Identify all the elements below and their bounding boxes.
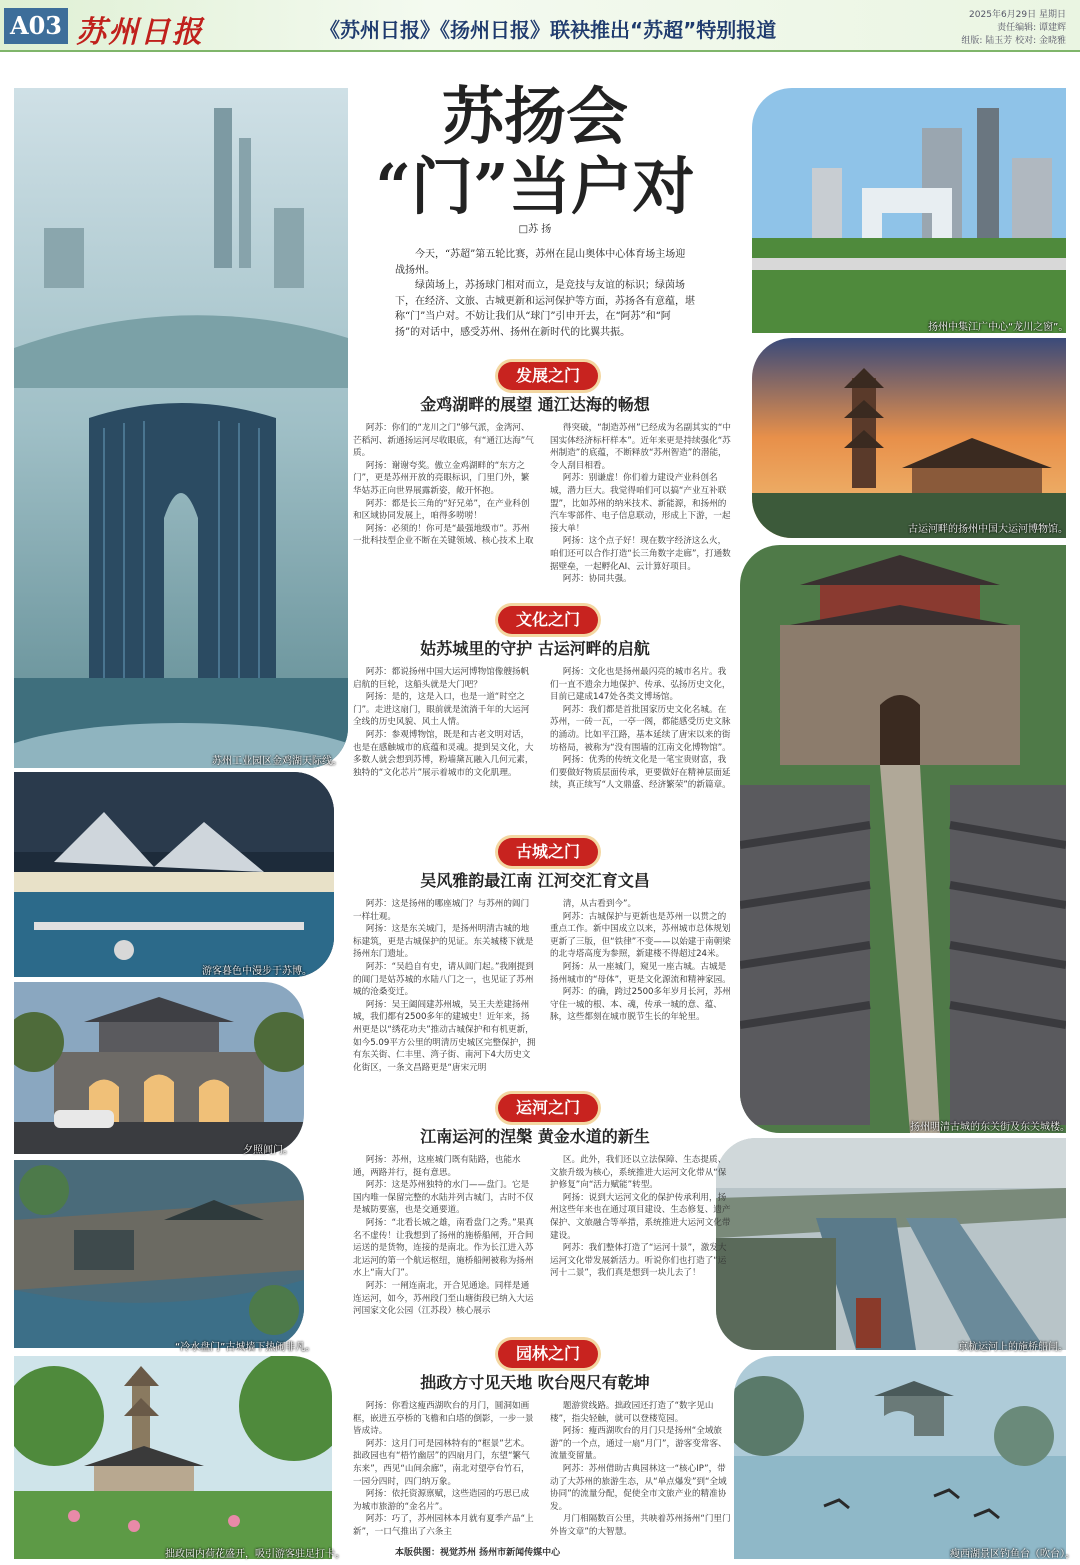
masthead bbox=[0, 0, 1080, 52]
section-tag-old-city: 古城之门 bbox=[498, 838, 598, 866]
paragraph: 阿苏：这是苏州独特的水门——盘门。它是国内唯一保留完整的水陆并列古城门，古时不仅是城防要塞，也是交通要道。 bbox=[353, 1180, 534, 1216]
paragraph: 阿苏：别谦虚！你们着力建设产业科创名城，潜力巨大。我觉得咱们可以搞“产业互补联盟”，比如苏州的纳米技术、新能源，和扬州的汽车零部件、电子信息联动，形成上下游，一起接大单！ bbox=[550, 473, 731, 534]
paragraph: 阿扬：是的，这是入口，也是一道“时空之门”。走进这扇门，眼前就是流淌千年的大运河全线的历史风貌、风土人情。 bbox=[353, 692, 530, 728]
paragraph: 阿苏：都是长三角的“好兄弟”，在产业科创和区域协同发展上，咱得多唠唠！ bbox=[353, 498, 530, 522]
photo-dongguan bbox=[740, 545, 1066, 1133]
section-column bbox=[353, 1154, 536, 1326]
paragraph: 阿苏：苏州借助古典园林这一“核心IP”，带动了大苏州的旅游生态，从“单点爆发”到“全域协同”的流量分配，促使全市文旅产业的精准协发。 bbox=[550, 1463, 727, 1512]
paragraph: 阿扬：这个点子好！现在数字经济这么火，咱们还可以合作打造“长三角数字走廊”，打通数据壁垒，一起孵化AI、云计算好项目。 bbox=[550, 536, 731, 572]
photo-longchuan-image bbox=[752, 88, 1069, 333]
paragraph: 阿苏：这是扬州的哪座城门？与苏州的阊门一样壮观。 bbox=[353, 899, 530, 922]
section-column bbox=[353, 666, 536, 826]
lead-paragraph: 今天，“苏超”第五轮比赛，苏州在昆山奥体中心体育场主场迎战扬州。 bbox=[395, 249, 686, 276]
article-title-line1: 苏扬会 bbox=[441, 80, 628, 153]
caption-changmen: 夕照阊门。 bbox=[243, 1145, 293, 1156]
paragraph: 阿扬：你看这瘦西湖吹台的月门，圆洞如画框，嵌进五亭桥的飞檐和白塔的倒影，一步一景皆成诗。 bbox=[353, 1401, 534, 1437]
section-tag-development: 发展之门 bbox=[498, 362, 598, 390]
section-heading-canal: 江南运河的涅槃 黄金水道的新生 bbox=[420, 1127, 650, 1146]
section-column bbox=[353, 422, 536, 598]
paragraph: 区。此外，我们还以立法保障、生态提质、文旅升级为核心，系统推进大运河文化带从“保护修复”向“活力赋能”转型。 bbox=[550, 1155, 727, 1191]
header-meta bbox=[961, 9, 1066, 48]
caption-longchuan: 扬州中集江广中心“龙川之窗”。 bbox=[928, 322, 1069, 333]
section-tag-culture: 文化之门 bbox=[498, 606, 598, 634]
paragraph: 阿扬：苏州，这座城门既有陆路，也能水通，两路并行，挺有意思。 bbox=[353, 1155, 521, 1178]
meta-layout: 组版: 陆玉芳 校对: 金晓雅 bbox=[961, 36, 1066, 46]
photo-suzhou-museum-image bbox=[14, 772, 334, 977]
photo-panmen-image bbox=[14, 1160, 304, 1348]
paragraph: 阿扬：瘦西湖吹台的月门只是扬州“全域旅游”的一个点，通过一扇“月门”，游客变常客、流量变留量。 bbox=[550, 1426, 727, 1462]
photo-slender-lake bbox=[734, 1356, 1066, 1559]
paragraph: 阿苏：古城保护与更新也是苏州一以贯之的重点工作。新中国成立以来，苏州城市总体规划更新了三版，但“铁律”不变——以始建于南朝梁的北寺塔高度为参照，新建楼不得超过24米。 bbox=[550, 911, 731, 960]
paragraph: 阿扬：从一座城门，窥见一座古城。古城是扬州城市的“母体”，更是文化源流和精神家园。 bbox=[550, 961, 731, 985]
caption-suzhou-museum: 游客暮色中漫步于苏博。 bbox=[202, 966, 312, 977]
article-lead bbox=[395, 247, 695, 340]
paragraph: 清，从古看到今”。 bbox=[562, 899, 637, 909]
header-title: 《苏州日报》《扬州日报》联袂推出“苏超”特别报道 bbox=[320, 18, 777, 42]
section-column bbox=[550, 1154, 733, 1326]
photo-canal-museum bbox=[752, 338, 1066, 538]
photo-changmen-image bbox=[14, 982, 304, 1154]
caption-canal-museum: 古运河畔的扬州中国大运河博物馆。 bbox=[908, 524, 1068, 535]
section-heading-development: 金鸡湖畔的展望 通江达海的畅想 bbox=[420, 395, 650, 414]
photo-suzhou-gate-image bbox=[14, 88, 348, 768]
meta-editor: 责任编辑: 谭建辉 bbox=[997, 23, 1066, 33]
page-number: A03 bbox=[4, 8, 68, 44]
section-column bbox=[550, 422, 733, 598]
section-body-canal bbox=[353, 1154, 733, 1326]
photo-panmen bbox=[14, 1160, 304, 1348]
section-column bbox=[353, 1400, 536, 1538]
paragraph: 阿扬：这是东关城门，是扬州明清古城的地标建筑，更是古城保护的见证。东关城楼下就是扬州东门遗址。 bbox=[353, 924, 534, 960]
paragraph: 阿扬：说到大运河文化的保护传承利用，扬州这些年来也在通过项目建设、生态修复、遗产保护、文旅融合等举措，系统推进大运河文化带建设。 bbox=[550, 1192, 731, 1241]
section-heading-garden: 拙政方寸见天地 吹台咫尺有乾坤 bbox=[420, 1373, 650, 1392]
photo-zhuozheng-image bbox=[14, 1356, 332, 1559]
paragraph: 阿苏：的确，跨过2500多年岁月长河，苏州守住一城的根、本、魂，传承一城的意、蕴、脉，这些都刻在城市脱节生长的年轮里。 bbox=[550, 987, 731, 1023]
section-body-garden bbox=[353, 1400, 733, 1538]
paragraph: 阿苏：协同共强。 bbox=[562, 574, 632, 585]
section-body-old-city bbox=[353, 898, 733, 1088]
section-column bbox=[550, 898, 733, 1088]
paragraph: 阿苏：参观博物馆，既是和古老文明对话，也是在感触城市的底蕴和灵魂。提到吴文化，大多数人就会想到苏博，粉墙黛瓦融入几何元素，独特的“文化芯片”展示着城市的文化肌理。 bbox=[353, 729, 534, 778]
article bbox=[345, 70, 731, 1560]
section-column bbox=[550, 1400, 733, 1538]
section-heading-culture: 姑苏城里的守护 古运河畔的启航 bbox=[420, 639, 650, 658]
paragraph: 阿扬：“北看长城之雄，南看盘门之秀。”果真名不虚传！让我想到了扬州的施桥船闸，开合间运送的是货物，连接的是南北。作为长江进入苏北运河的第一个航运枢纽，施桥船闸被称为扬州水上“南大门”。 bbox=[353, 1217, 534, 1279]
paragraph: 阿扬：必须的！你可是“最强地级市”。苏州一批科技型企业不断在关键领域、核心技术上取 bbox=[353, 523, 534, 547]
paragraph: 阿扬：优秀的传统文化是一笔宝贵财富，我们要做好物质层面传承，更要做好在精神层面延续，真正续写“人文鼎盛、经济繁荣”的新篇章。 bbox=[550, 755, 731, 791]
section-heading-old-city: 吴风雅韵最江南 江河交汇育文昌 bbox=[420, 871, 650, 890]
section-column bbox=[353, 898, 536, 1088]
section-column bbox=[550, 666, 733, 826]
paper-name-logo: 苏州日报 bbox=[76, 15, 204, 50]
photo-credit: 本版供图：视觉苏州 扬州市新闻传媒中心 bbox=[395, 1548, 561, 1558]
section-body-development bbox=[353, 422, 733, 598]
photo-suzhou-museum bbox=[14, 772, 334, 977]
paragraph: 阿扬：依托资源禀赋，这些造园的巧思已成为城市旅游的“金名片”。 bbox=[353, 1489, 530, 1512]
photo-zhuozheng bbox=[14, 1356, 332, 1559]
paragraph: 阿苏：你们的“龙川之门”够气派，金湾河、芒稻河、新通扬运河尽收眼底，有“通江达海”气质。 bbox=[353, 423, 534, 459]
section-tag-garden: 园林之门 bbox=[498, 1340, 598, 1368]
photo-suzhou-gate bbox=[14, 88, 348, 768]
section-body-culture bbox=[353, 666, 733, 826]
article-title-line2: “门”当户对 bbox=[375, 150, 695, 223]
photo-slender-lake-image bbox=[734, 1356, 1066, 1559]
paragraph: 阿苏：巧了，苏州园林本月就有夏季产品“上新”，一口气推出了六条主 bbox=[353, 1514, 534, 1537]
caption-slender-lake: 瘦西湖景区钓鱼台（吹台）。 bbox=[950, 1549, 1075, 1560]
paragraph: 阿苏：我们都是首批国家历史文化名城。在苏州，一砖一瓦，一亭一阁，都能感受历史文脉的涌动。比如平江路，基本延续了唐宋以来的街坊格局，被称为“没有围墙的江南文化博物馆”。 bbox=[550, 704, 731, 753]
paragraph: 阿苏：都说扬州中国大运河博物馆像艘扬帆启航的巨轮，这船头就是大门吧？ bbox=[353, 667, 530, 690]
caption-shiqiao: 京杭运河上的施桥船闸。 bbox=[958, 1342, 1068, 1353]
photo-changmen bbox=[14, 982, 304, 1154]
caption-suzhou-gate: 苏州工业园区金鸡湖天际线。 bbox=[212, 756, 342, 767]
paragraph: 阿扬：吴王阖闾建苏州城，吴王夫差建扬州城，我们都有2500多年的建城史！近年来，扬州更是以“绣花功夫”推动古城保护和有机更新，如今5.09平方公里的明清历史城区完整保护，拥有东关街、仁丰里、湾子街、南河下4大历史文化街区，一条文昌路更是“唐宋元明 bbox=[353, 999, 536, 1073]
paragraph: 月门相隔数百公里，共映着苏州扬州“门里门外皆文章”的大智慧。 bbox=[550, 1514, 731, 1537]
photo-shiqiao-image bbox=[716, 1138, 1066, 1350]
photo-dongguan-image bbox=[740, 545, 1066, 1133]
paragraph: 阿苏：一闸连南北，开合见通途。同样是通连运河，如今，苏州段门至山塘街段已纳入大运河国家文化公园（江苏段）核心展示 bbox=[353, 1280, 534, 1317]
caption-zhuozheng: 拙政园内荷花盛开，吸引游客驻足打卡。 bbox=[165, 1549, 345, 1560]
paragraph: 阿苏：我们整体打造了“运河十景”，激发大运河文化带发展新活力。听说你们也打造了“运河十二景”，我们真是想到一块儿去了！ bbox=[550, 1243, 727, 1279]
lead-paragraph: 绿茵场上，苏扬球门相对而立，是竞技与友谊的标识；绿茵场下，在经济、文旅、古城更新和运河保护等方面，苏扬各有意蕴，堪称“门”当户对。不妨让我们从“球门”引申开去，在“阿苏”和“阿扬”的对话中，感受苏州、扬州在新时代的比翼共振。 bbox=[395, 280, 695, 338]
caption-dongguan: 扬州明清古城的东关街及东关城楼。 bbox=[910, 1122, 1070, 1133]
paragraph: 得突破，“制造苏州”已经成为名副其实的“中国实体经济标杆样本”。近年来更是持续强化“苏州制造”的底蕴，不断释放“苏州智造”的潜能，令人刮目相看。 bbox=[550, 423, 731, 471]
paragraph: 题游赏线路。拙政园还打造了“数字见山楼”，指尖轻触，就可以登楼览园。 bbox=[550, 1401, 714, 1424]
paragraph: 阿苏：“吴趋自有史，请从阊门起。”我刚提到的阊门是姑苏城的水陆八门之一，也见证了苏州城的沧桑变迁。 bbox=[353, 961, 534, 998]
photo-shiqiao bbox=[716, 1138, 1066, 1350]
photo-canal-museum-image bbox=[752, 338, 1066, 538]
article-byline: □苏 扬 bbox=[518, 224, 552, 235]
meta-date: 2025年6月29日 星期日 bbox=[969, 10, 1066, 20]
paragraph: 阿扬：谢谢夸奖。傲立金鸡湖畔的“东方之门”，更是苏州开放的亮眼标识，门里门外，繁华姑苏正向世界展露新姿，敞开怀抱。 bbox=[353, 460, 530, 496]
paragraph: 阿扬：文化也是扬州最闪亮的城市名片。我们一直不遗余力地保护、传承、弘扬历史文化，目前已建成147处各类文博场馆。 bbox=[550, 667, 731, 703]
section-tag-canal: 运河之门 bbox=[498, 1094, 598, 1122]
caption-panmen: “冷水盘门”古城墙下热闹非凡。 bbox=[175, 1342, 316, 1353]
photo-longchuan bbox=[752, 88, 1069, 333]
paragraph: 阿苏：这月门可是园林特有的“框景”艺术。拙政园也有“梧竹幽居”的四扇月门，东望“繁气东来”，西见“山间余廊”，南北对望亭台竹石，一园分四时，四门纳万象。 bbox=[353, 1438, 530, 1487]
